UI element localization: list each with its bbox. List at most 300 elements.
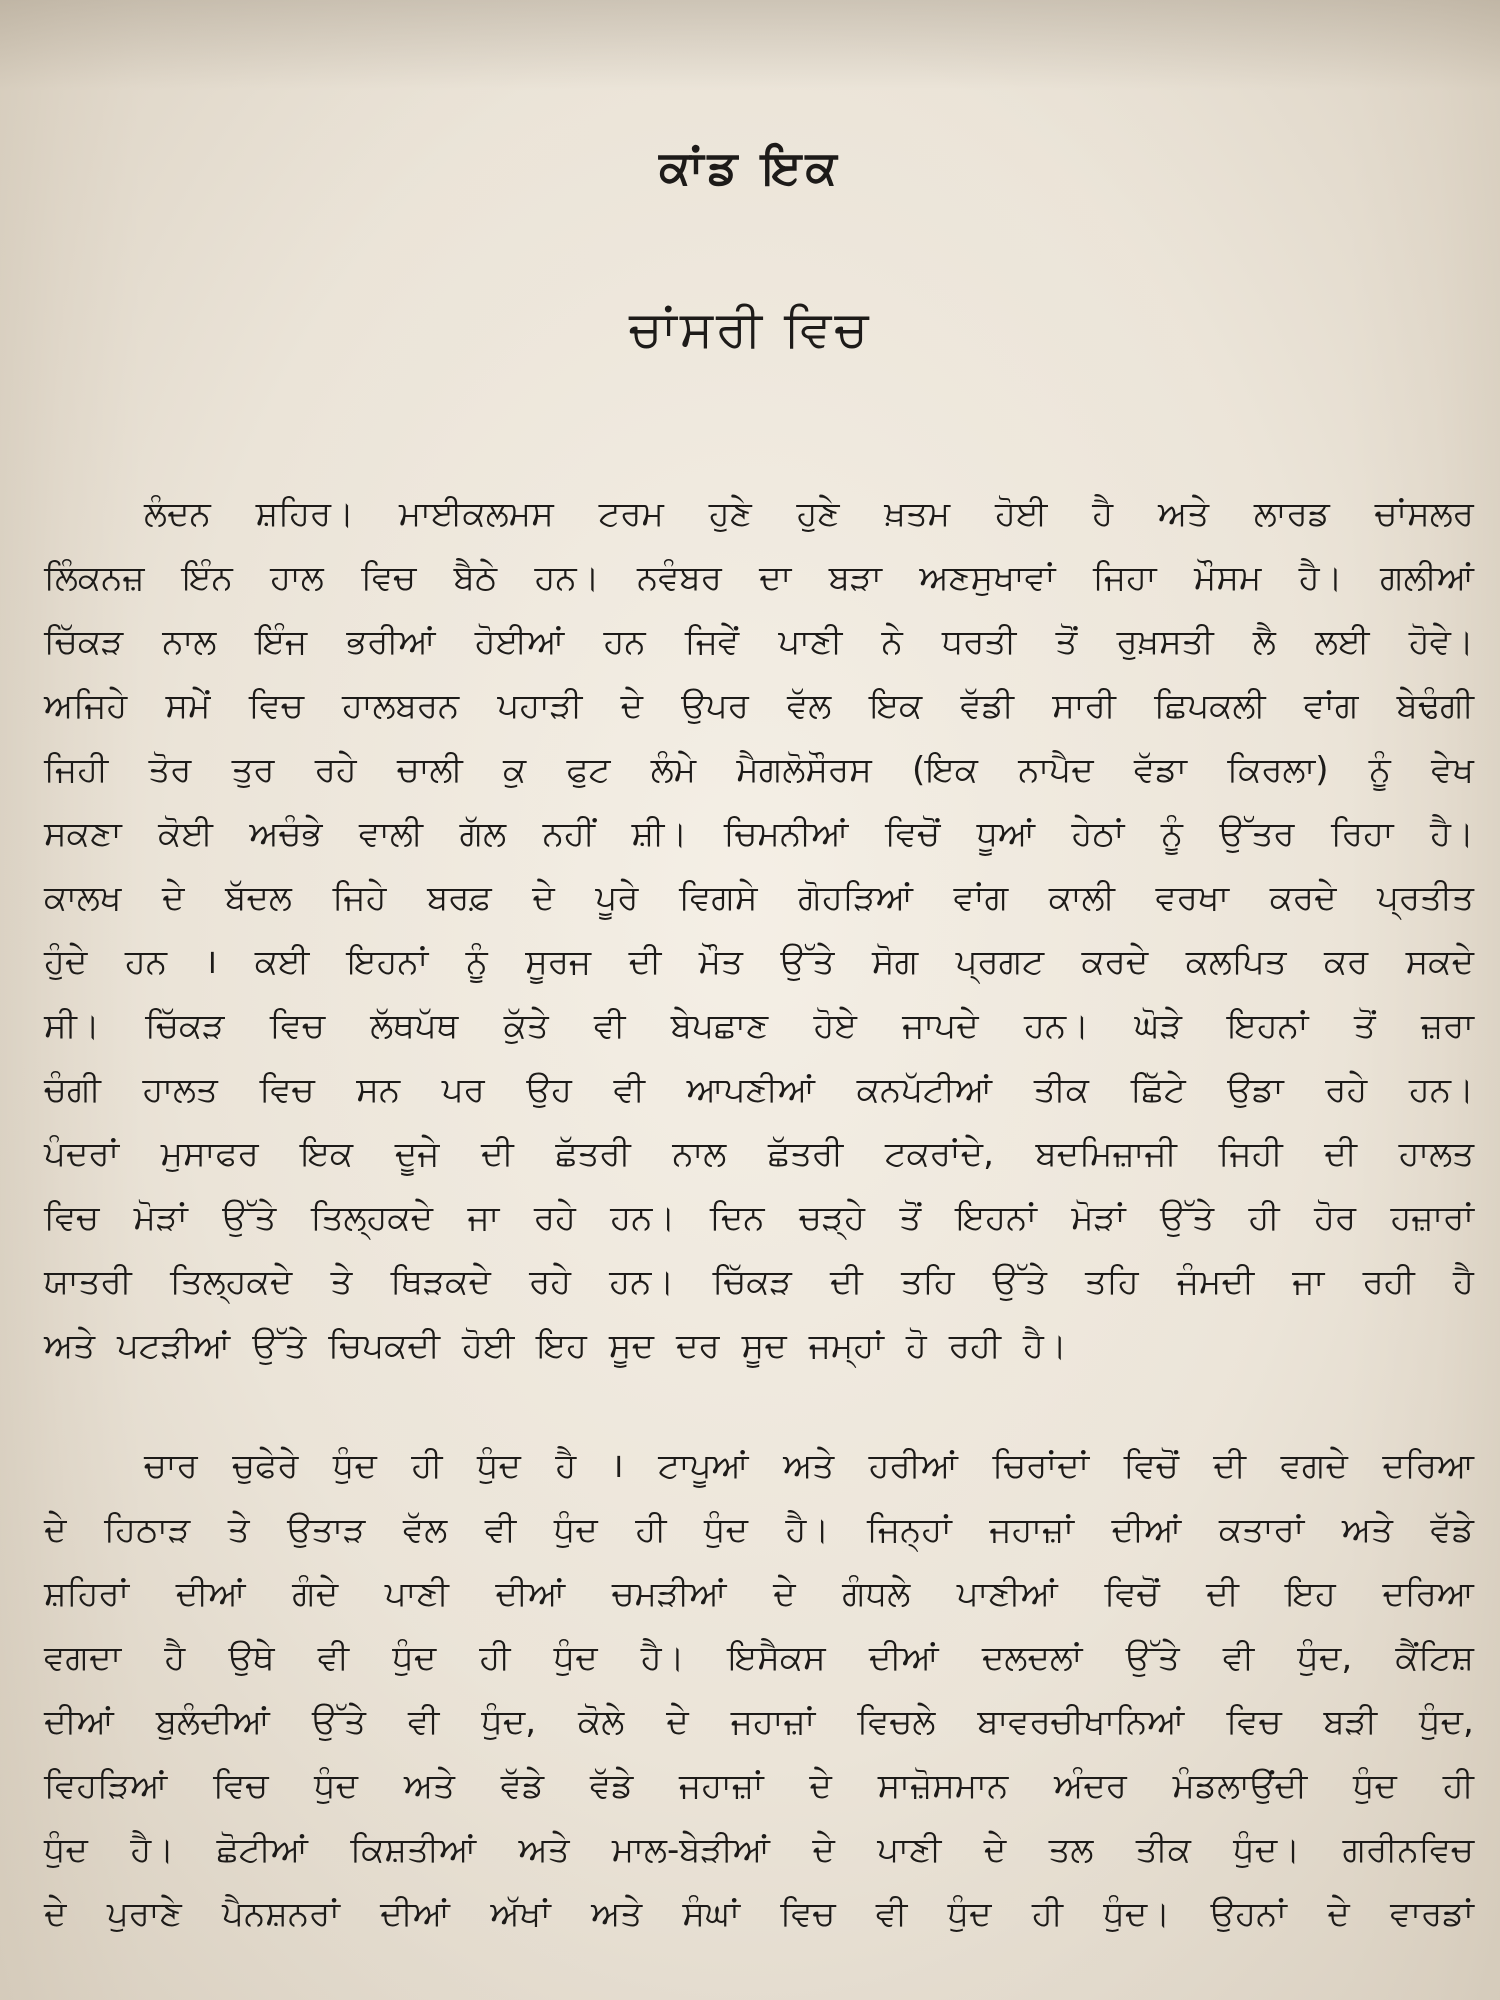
word: ਦੇ [983, 1830, 1007, 1870]
word: ਇਸੈਕਸ [727, 1638, 826, 1678]
word: ਵਰਖਾ [1155, 878, 1230, 918]
word: ਲਾਰਡ [1253, 494, 1330, 534]
word: ਬਰਫ਼ [427, 878, 492, 918]
chapter-title: ਚਾਂਸਰੀ ਵਿਚ [628, 300, 872, 358]
word: ਕਾਲਖ [44, 878, 122, 918]
word: ਚਿੱਕੜ [712, 1262, 792, 1302]
word: ਧੁੰਦ [314, 1766, 359, 1806]
word: ਮੋੜਾਂ [133, 1198, 188, 1238]
word: ਕਿਰਲਾ) [1227, 750, 1329, 790]
word: ਹਿਠਾੜ [104, 1510, 191, 1550]
word: ਹੈ [164, 1638, 186, 1678]
text-line [44, 1314, 1474, 1378]
word: ਰੁਖ਼ਸਤੀ [1116, 622, 1214, 662]
text-line [44, 1122, 1474, 1186]
text-line [44, 866, 1474, 930]
text-line [44, 1562, 1474, 1626]
word: ਹੋਈਆਂ [474, 622, 565, 662]
word: ਵਿਚ [213, 1766, 269, 1806]
word: ਪਾਣੀ [877, 1830, 942, 1870]
word: ਤੋਂ [1055, 622, 1078, 662]
word: ਚੰਗੀ [44, 1070, 101, 1110]
word: ਵਿਚੋਂ [884, 814, 941, 854]
word: ਦਰ [676, 1326, 720, 1366]
word: ਚੜ੍ਹੇ [798, 1198, 865, 1238]
word: ਸਕਦੇ [1405, 942, 1474, 982]
word: ਉਹਨਾਂ [1210, 1894, 1287, 1934]
word: ਤੋਂ [899, 1198, 922, 1238]
word: ਇਹਨਾਂ [1227, 1006, 1309, 1046]
word: ਗਰੀਨਵਿਚ [1342, 1830, 1474, 1870]
word: ਧੁੰਦ [704, 1510, 748, 1550]
word: ਵਿਚ [269, 1006, 325, 1046]
word: ਦੀ [1206, 1574, 1239, 1614]
word: ਹੈ [555, 1446, 577, 1486]
text-line [44, 994, 1474, 1058]
text-line [44, 674, 1474, 738]
word: ਧੁੰਦ [1352, 1766, 1397, 1806]
word: ਸ਼ੀ। [631, 814, 688, 854]
word: ਨਵੰਬਰ [636, 558, 722, 598]
word: ਹਜ਼ਾਰਾਂ [1390, 1198, 1474, 1238]
word: ਚਿਰਾਂਦਾਂ [992, 1446, 1090, 1486]
word: ਮੌਸਮ [1194, 558, 1262, 598]
word: ਦੇ [812, 1830, 835, 1870]
word: ਵਗਦਾ [44, 1638, 122, 1678]
word: ਕਲਪਿਤ [1185, 942, 1287, 982]
word: ਹੀ [635, 1510, 667, 1550]
word: ਦੂਜੇ [394, 1134, 440, 1174]
word: ਦਰਿਆ [1382, 1446, 1474, 1486]
word: ਬੜਾ [828, 558, 882, 598]
word: ਵਿਚ [44, 1198, 100, 1238]
word: ਪੈਨਸ਼ਨਰਾਂ [222, 1894, 340, 1934]
word: ਸੂਦ [608, 1326, 655, 1366]
word: ਪਰ [441, 1070, 485, 1110]
word: ਉੱਤੇ [252, 1326, 307, 1366]
word: ਵਿਚ [361, 558, 417, 598]
word: ਧੁੰਦ [392, 1638, 437, 1678]
word: ਵਿਚੋਂ [1123, 1446, 1179, 1486]
text-line [44, 930, 1474, 994]
word: ਜਿਵੇਂ [684, 622, 740, 662]
word: ਘੋੜੇ [1134, 1006, 1182, 1046]
word: ਇਹ [1285, 1574, 1336, 1614]
word: ਮੈਗਲੋਸੌਰਸ [736, 750, 872, 790]
word: ਹੈ। [1298, 558, 1343, 598]
word: ਦੇ [44, 1510, 67, 1550]
word: ਦੇ [162, 878, 185, 918]
word: ਪਾਣੀ [384, 1574, 449, 1614]
word: ਹੈ। [1430, 814, 1474, 854]
word: ਸੂਦ [741, 1326, 787, 1366]
word: ਇਹਨਾਂ [346, 942, 429, 982]
word: ਤੀਕ [1033, 1070, 1089, 1110]
word: ਲੰਮੇ [650, 750, 697, 790]
word: ਹੀ [479, 1638, 511, 1678]
word: ਕਰਦੇ [1081, 942, 1149, 982]
word: ਹੀ [411, 1446, 443, 1486]
word: ਜੰਮਦੀ [1176, 1262, 1255, 1302]
word: ਜਮ੍ਹਾਂ [808, 1326, 884, 1366]
text-line [44, 1498, 1474, 1562]
word: ਇੰਜ [255, 622, 308, 662]
text-line [44, 1186, 1474, 1250]
word: ਹੈ। [785, 1510, 830, 1550]
word: ਕਈ [254, 942, 310, 982]
word: ਤੁਰ [231, 750, 275, 790]
word: ਦੀਆਂ [1111, 1510, 1182, 1550]
word: ਹੈ। [130, 1830, 175, 1870]
word: ਤਿਲ੍ਹਕਦੇ [310, 1198, 434, 1238]
word: ਉੱਤੇ [1125, 1638, 1180, 1678]
word: ਹੈ [1092, 494, 1114, 534]
word: । [204, 942, 218, 982]
word: ਇਹ [536, 1326, 587, 1366]
word: ਦਿਨ [709, 1198, 765, 1238]
word: ਦਲਦਲਾਂ [981, 1638, 1083, 1678]
word: ਅਤੇ [403, 1766, 455, 1806]
word: ਚਮੜੀਆਂ [611, 1574, 727, 1614]
word: ਅਤੇ [1158, 494, 1210, 534]
word: ਹੋਈ [462, 1326, 515, 1366]
word: ਕੋਈ [158, 814, 213, 854]
word: ਵਗਦੇ [1280, 1446, 1348, 1486]
word: ਅਚੰਭੇ [249, 814, 323, 854]
word: ਧੁੰਦ [44, 1830, 88, 1870]
word: ਵੱਡਾ [1133, 750, 1188, 790]
word: ਅਜਿਹੇ [44, 686, 128, 726]
paragraph-1 [44, 482, 1474, 1378]
word: ਹੋਰ [1314, 1198, 1357, 1238]
word: ਦੇ [620, 686, 644, 726]
word: ਕਰਦੇ [1269, 878, 1337, 918]
word: ਜਹਾਜ਼ਾਂ [989, 1510, 1074, 1550]
word: ਜਹਾਜ਼ਾਂ [730, 1702, 816, 1742]
word: ਉੱਤੇ [780, 942, 835, 982]
word: ਜਿਹਾ [1092, 558, 1157, 598]
word: ਦੇ [532, 878, 555, 918]
word: ਵੱਡੇ [589, 1766, 634, 1806]
word: ਹੁਣੇ [708, 494, 752, 534]
word: ਜਹਾਜ਼ਾਂ [679, 1766, 764, 1806]
word: ਦੀ [830, 1262, 863, 1302]
word: ਇੰਨ [181, 558, 233, 598]
word: ਜਿਹੀ [1218, 1134, 1283, 1174]
word: ਹੈ। [1022, 1326, 1067, 1366]
word: ਧੁੰਦ [332, 1446, 377, 1486]
page-shadow [0, 0, 1500, 90]
word: ਛਿਪਕਲੀ [1154, 686, 1266, 726]
word: ਲਈ [1315, 622, 1370, 662]
word: ਅਤੇ [1341, 1510, 1393, 1550]
word: ਧੁੰਦ। [1103, 1894, 1171, 1934]
word: ਗੰਦੇ [292, 1574, 339, 1614]
word: ਨਾਲ [162, 622, 217, 662]
word: ਹੀ [1442, 1766, 1474, 1806]
word: ਵੱਡੇ [1430, 1510, 1474, 1550]
word: ਵੀ [875, 1894, 908, 1934]
word: ਬੇਪਛਾਣ [670, 1006, 769, 1046]
word: ਹੀ [1031, 1894, 1064, 1934]
word: ਚਿਮਨੀਆਂ [723, 814, 849, 854]
word: ਤੀਕ [1135, 1830, 1191, 1870]
word: ਦੇ [44, 1894, 67, 1934]
word: ਮਾਲ-ਬੇੜੀਆਂ [611, 1830, 771, 1870]
word: ਤੇ [227, 1510, 250, 1550]
word: ਵਿਚ [1226, 1702, 1282, 1742]
word: ਪੁਰਾਣੇ [106, 1894, 182, 1934]
word: ਰਹੀ [1362, 1262, 1415, 1302]
word: ਅੱਖਾਂ [490, 1894, 551, 1934]
word: ਅੰਦਰ [1054, 1766, 1127, 1806]
word: ਹਨ। [609, 1262, 675, 1302]
word: ਹਨ। [610, 1198, 676, 1238]
word: ਵਾਂਗ [1303, 686, 1359, 726]
word: ਧੁੰਦ, [481, 1702, 537, 1742]
word: ਅਤੇ [591, 1894, 643, 1934]
word: ਬੜੀ [1323, 1702, 1378, 1742]
word: ਨੂੰ [465, 942, 488, 982]
word: ਬਦਮਿਜ਼ਾਜੀ [1035, 1134, 1177, 1174]
word: ਦੀ [481, 1134, 514, 1174]
word: ਪ੍ਰਗਟ [955, 942, 1045, 982]
word: ਵੀ [407, 1702, 440, 1742]
word: ਉੱਤੇ [992, 1262, 1047, 1302]
word: ਗਲੀਆਂ [1379, 558, 1474, 598]
word: ਯਾਤਰੀ [44, 1262, 132, 1302]
word: ਅਤੇ [518, 1830, 570, 1870]
word: ਖ਼ਤਮ [884, 494, 951, 534]
word: ਧੁੰਦ। [1233, 1830, 1301, 1870]
word: ਇਕ [300, 1134, 354, 1174]
word: ਪ੍ਰਤੀਤ [1377, 878, 1474, 918]
word: ਤੋਰ [148, 750, 192, 790]
word: ਦੀਆਂ [380, 1894, 450, 1934]
word: ਲਿੰਕਨਜ਼ [44, 558, 145, 598]
word: ਛੋਟੀਆਂ [216, 1830, 308, 1870]
word: ਚਾਂਸਲਰ [1374, 494, 1474, 534]
word: ਵੀ [317, 1638, 350, 1678]
chapter-number: ਕਾਂਡ ਇਕ [659, 140, 841, 194]
word: ਦੀਆਂ [175, 1574, 246, 1614]
word: ਨਾਪੈਦ [1018, 750, 1094, 790]
word: ਦੀ [628, 942, 662, 982]
word: ਰਹੀ [948, 1326, 1001, 1366]
word: ਚਾਲੀ [396, 750, 463, 790]
word: ਦੇ [809, 1766, 832, 1806]
word: ਮਾਈਕਲਮਸ [398, 494, 554, 534]
word: ਤੇ [330, 1262, 353, 1302]
word: ਧੁੰਦ [553, 1638, 598, 1678]
word: ਗੋਹੜਿਆਂ [798, 878, 913, 918]
word: ਸਨ [356, 1070, 401, 1110]
word: ਸਮੇਂ [165, 686, 211, 726]
word: ਵਿਚ [780, 1894, 836, 1934]
word: ਕਿਸ਼ਤੀਆਂ [350, 1830, 477, 1870]
word: ਨੂੰ [1160, 814, 1183, 854]
word: ਟਰਮ [598, 494, 664, 534]
word: ਹੁਣੇ [796, 494, 840, 534]
word: ਅਤੇ [44, 1326, 95, 1366]
paragraph-gap [44, 1378, 1474, 1434]
word: ਵਾਂਗ [953, 878, 1009, 918]
text-line [44, 546, 1474, 610]
word: ਸ਼ਹਿਰਾਂ [44, 1574, 130, 1614]
word: ਰਿਹਾ [1330, 814, 1394, 854]
body-text [44, 482, 1474, 1946]
word: ਚਿੱਕੜ [145, 1006, 225, 1046]
word: ਪਟੜੀਆਂ [117, 1326, 231, 1366]
word: ਹਾਲਤ [142, 1070, 218, 1110]
text-line [44, 1882, 1474, 1946]
word: ਦੇ [773, 1574, 796, 1614]
word: ਇਕ [869, 686, 923, 726]
text-line [44, 1626, 1474, 1690]
word: ਵੱਡੇ [500, 1766, 545, 1806]
word: ਉੱਤਰ [1219, 814, 1295, 854]
word: ਵਾਰਡਾਂ [1390, 1894, 1474, 1934]
word: ਨਾਲ [672, 1134, 727, 1174]
word: ਉਹ [526, 1070, 572, 1110]
word: ਦੇ [1327, 1894, 1350, 1934]
word: ਹਰੀਆਂ [868, 1446, 958, 1486]
word: ਉਥੇ [228, 1638, 275, 1678]
word: ਵੱਡੀ [960, 686, 1015, 726]
word: ਹੋਏ [813, 1006, 857, 1046]
text-line [44, 1754, 1474, 1818]
word: ਮੌਤ [698, 942, 743, 982]
word: ਹੋਵੇ। [1408, 622, 1474, 662]
word: ਨੇ [881, 622, 903, 662]
word: ਸ਼ਹਿਰ। [255, 494, 355, 534]
text-line [44, 482, 1474, 546]
word: ਬੱਦਲ [225, 878, 292, 918]
word: ਮੋੜਾਂ [1071, 1198, 1126, 1238]
paragraph-2 [44, 1434, 1474, 1946]
word: ਹਾਲਤ [1398, 1134, 1474, 1174]
word: ਵਿਚਲੇ [857, 1702, 936, 1742]
word: ਹਨ। [534, 558, 600, 598]
word: ਦੀਆਂ [44, 1702, 114, 1742]
word: ਪੰਦਰਾਂ [44, 1134, 120, 1174]
word: ਰਹੇ [314, 750, 357, 790]
word: ਹੋਈ [995, 494, 1048, 534]
word: ਹੁੰਦੇ [44, 942, 88, 982]
word: ਕੁ [503, 750, 527, 790]
word: ਧੁੰਦ [553, 1510, 598, 1550]
word: ਇਹਨਾਂ [955, 1198, 1037, 1238]
word: ਕਤਾਰਾਂ [1218, 1510, 1305, 1550]
word: ਰਹੇ [533, 1198, 576, 1238]
word: ਸੋਗ [871, 942, 919, 982]
word: ਮੁਸਾਫਰ [160, 1134, 259, 1174]
word: ਸੀ। [44, 1006, 100, 1046]
text-line [44, 1818, 1474, 1882]
word: ਕੈਂਟਿਸ਼ [1395, 1638, 1474, 1678]
word: ਗੱਲ [459, 814, 507, 854]
word: ਮੰਡਲਾਉਂਦੀ [1172, 1766, 1308, 1806]
word: ਜ਼ਰਾ [1421, 1006, 1474, 1046]
word: ਛਿੱਟੇ [1130, 1070, 1186, 1110]
text-line [44, 610, 1474, 674]
word: ਵਿਹੜਿਆਂ [44, 1766, 168, 1806]
word: ਵਾਲੀ [358, 814, 424, 854]
word: ਨੂੰ [1368, 750, 1391, 790]
word: ਛੱਤਰੀ [555, 1134, 631, 1174]
word: ਸੂਰਜ [525, 942, 592, 982]
word: ਵਿਗਸੇ [679, 878, 758, 918]
word: ਵਿਚੋਂ [1104, 1574, 1160, 1614]
word: ਬੁਲੰਦੀਆਂ [155, 1702, 270, 1742]
word: ਚਿੱਕੜ [44, 622, 124, 662]
word: ਦਰਿਆ [1382, 1574, 1474, 1614]
word: ਕੋਲੇ [578, 1702, 625, 1742]
word: ਉਡਾ [1227, 1070, 1284, 1110]
word: ਰਹੇ [1325, 1070, 1368, 1110]
word: (ਇਕ [911, 750, 978, 790]
word: ਸਾਰੀ [1052, 686, 1116, 726]
word: ਹਨ। [1408, 1070, 1474, 1110]
word: ਉੱਤੇ [311, 1702, 366, 1742]
word: ਧੁੰਦ [947, 1894, 992, 1934]
word: ਤਹਿ [1085, 1262, 1139, 1302]
word: ਹੈ [1452, 1262, 1474, 1302]
word: ਜਿਹੇ [332, 878, 387, 918]
text-line [44, 1058, 1474, 1122]
word: ਹਾਲ [270, 558, 324, 598]
word: ਕਨਪੱਟੀਆਂ [856, 1070, 993, 1110]
word: ਸਾਜ਼ੋਸਮਾਨ [877, 1766, 1009, 1806]
word: ਵੱਲ [402, 1510, 448, 1550]
word: ਹੇਠਾਂ [1071, 814, 1125, 854]
word: ਕਰ [1323, 942, 1369, 982]
word: ਧੁੰਦ, [1297, 1638, 1353, 1678]
word: ਕੁੱਤੇ [503, 1006, 549, 1046]
word: ਜਾਪਦੇ [902, 1006, 979, 1046]
word: ਨਹੀਂ [542, 814, 595, 854]
word: ਵੀ [593, 1006, 626, 1046]
word: ਵੱਲ [787, 686, 832, 726]
word: ਅਤੇ [783, 1446, 835, 1486]
word: ਪਹਾੜੀ [497, 686, 583, 726]
word: ਦੀ [1324, 1134, 1358, 1174]
word: ਵਿਚ [248, 686, 304, 726]
text-line [44, 1690, 1474, 1754]
word: ਤੋਂ [1353, 1006, 1376, 1046]
word: ਥਿੜਕਦੇ [390, 1262, 491, 1302]
word: ਹੈ। [640, 1638, 685, 1678]
word: ਪਾਣੀਆਂ [956, 1574, 1058, 1614]
word: ਵਿਚ [259, 1070, 315, 1110]
word: ਉੱਤੇ [1160, 1198, 1215, 1238]
word: ਬਾਵਰਚੀਖਾਨਿਆਂ [977, 1702, 1185, 1742]
word: ਸੰਘਾਂ [682, 1894, 740, 1934]
text-line [44, 1434, 1474, 1498]
word: ਹਨ [124, 942, 167, 982]
word: ਚਾਰ [144, 1446, 198, 1486]
word: ਚਿਪਕਦੀ [328, 1326, 441, 1366]
word: ਲੈ [1252, 622, 1276, 662]
word: ਤਲ [1048, 1830, 1094, 1870]
word: ਜਿਨ੍ਹਾਂ [866, 1510, 952, 1550]
word: ਟਾਪੂਆਂ [658, 1446, 749, 1486]
word: ਧਰਤੀ [941, 622, 1017, 662]
word: ਬੈਠੇ [453, 558, 498, 598]
word: ਦਾ [759, 558, 792, 598]
word: ਅਣਸੁਖਾਵਾਂ [919, 558, 1056, 598]
word: ਛੱਤਰੀ [767, 1134, 844, 1174]
